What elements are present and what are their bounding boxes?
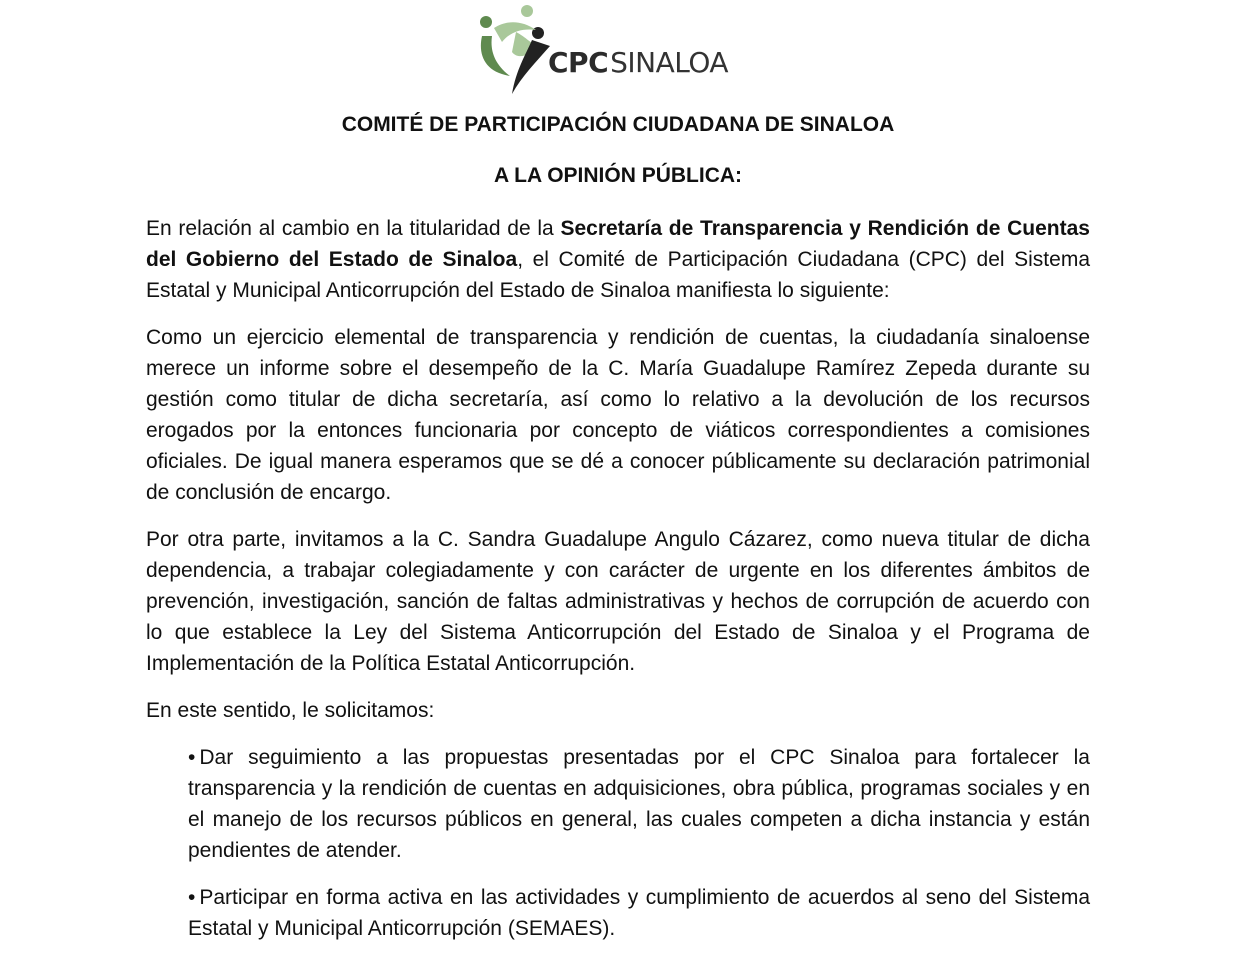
list-item-text: Participar en forma activa en las actividades y cumplimiento de acuerdos al seno del Sistema Estatal y Municipal Anticorrupción (SEMAES). [188, 886, 1090, 940]
logo-name: SINALOA [610, 46, 729, 79]
secretaria-name: Secretaría de Transparencia y Rendición de Cuentas del Gobierno del Estado de Sinaloa [146, 217, 1090, 271]
cpc-sinaloa-logo [476, 2, 736, 98]
document-body [146, 213, 1090, 960]
paragraph-1-pre: En relación al cambio en la titularidad de la [146, 217, 561, 240]
list-item [188, 882, 1090, 944]
paragraph-3: Por otra parte, invitamos a la C. Sandra Guadalupe Angulo Cázarez, como nueva titular de dicha dependencia, a trabajar colegiadamente y con carácter de urgente en los diferentes ámbitos de prevención, investigación, sanción de faltas administrativas y hechos de corrupción de acuerdo con lo que establece la Ley del Sistema Anticorrupción del Estado de Sinaloa y el Programa de Implementación de la Política Estatal Anticorrupción. [146, 528, 1090, 675]
paragraph-1 [146, 213, 1090, 306]
logo-wordmark [548, 46, 728, 79]
logo-figure-icon [476, 2, 556, 98]
paragraph-4: En este sentido, le solicitamos: [146, 699, 435, 722]
paragraph-1-post: , el Comité de Participación Ciudadana (CPC) del Sistema Estatal y Municipal Anticorrupción del Estado de Sinaloa manifiesta lo siguiente: [146, 248, 1090, 302]
paragraph-2: Como un ejercicio elemental de transparencia y rendición de cuentas, la ciudadanía sinaloense merece un informe sobre el desempeño de la C. María Guadalupe Ramírez Zepeda durante su gestión como titular de dicha secretaría, así como lo relativo a la devolución de los recursos erogados por la entonces funcionaria por concepto de viáticos correspondientes a comisiones oficiales. De igual manera esperamos que se dé a conocer públicamente su declaración patrimonial de conclusión de encargo. [146, 326, 1090, 504]
bullet-icon: • [188, 886, 196, 909]
list-item [188, 742, 1090, 866]
bullet-icon: • [188, 746, 196, 769]
document-addressee: A LA OPINIÓN PÚBLICA: [493, 164, 743, 187]
request-list [146, 742, 1090, 944]
logo-brand: CPC [548, 46, 609, 79]
document-title: COMITÉ DE PARTICIPACIÓN CIUDADANA DE SINALOA [341, 113, 895, 136]
list-item-text: Dar seguimiento a las propuestas presentadas por el CPC Sinaloa para fortalecer la transparencia y la rendición de cuentas en adquisiciones, obra pública, programas sociales y en el manejo de los recursos públicos en general, las cuales competen a dicha instancia y están pendientes de atender. [188, 746, 1090, 862]
